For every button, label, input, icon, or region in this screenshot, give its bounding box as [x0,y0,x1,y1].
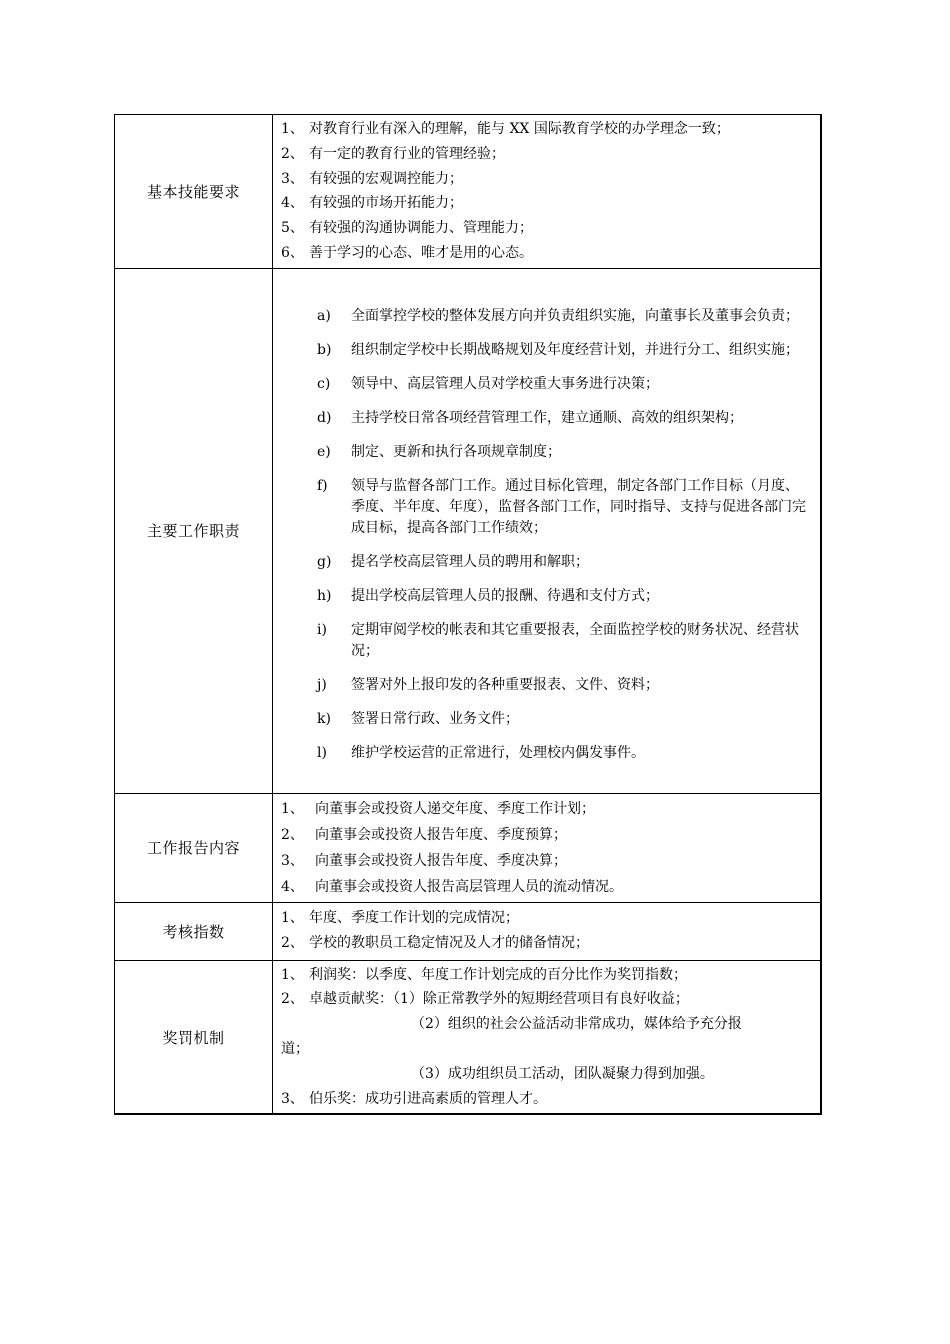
item-letter: a) [317,307,331,324]
item-letter: g) [317,553,332,570]
item-text: 向董事会或投资人递交年度、季度工作计划； [315,800,595,817]
item-number: 3、 [281,170,304,187]
list-item [281,552,814,573]
item-text: 制定、更新和执行各项规章制度； [351,443,561,460]
item-text: 有较强的宏观调控能力； [309,170,463,187]
item-text: 全面掌控学校的整体发展方向并负责组织实施，向董事长及董事会负责； [351,307,799,324]
item-text: 定期审阅学校的帐表和其它重要报表，全面监控学校的财务状况、经营状况； [351,621,799,659]
item-text: 向董事会或投资人报告年度、季度预算； [315,826,567,843]
skill-item [281,241,814,266]
reward-item [281,1087,814,1112]
item-number: 2、 [281,145,304,162]
report-item [281,822,814,848]
item-number: 1、 [281,800,304,817]
list-item [281,586,814,607]
item-text: 主持学校日常各项经营管理工作，建立通顺、高效的组织架构； [351,409,743,426]
item-number: 4、 [281,878,304,895]
item-text: 领导中、高层管理人员对学校重大事务进行决策； [351,375,659,392]
reward-subitem: （2）组织的社会公益活动非常成功，媒体给予充分报 [411,1015,742,1032]
item-letter: c) [317,375,331,392]
label-rewards: 奖罚机制 [115,960,273,1114]
list-item [281,743,814,764]
list-item [281,442,814,463]
item-number: 2、 [281,826,304,843]
list-item [281,675,814,696]
reward-item [281,987,814,1012]
reward-subitem: （3）成功组织员工活动，团队凝聚力得到加强。 [411,1065,714,1082]
item-letter: f) [317,477,328,494]
item-text: 向董事会或投资人报告年度、季度决算； [315,852,567,869]
item-number: 3、 [281,1090,304,1107]
reward-subitem-wrap: 道； [281,1040,309,1057]
duty-list [281,292,814,770]
item-text: 卓越贡献奖：（1）除正常教学外的短期经营项目有良好收益； [309,991,689,1008]
item-letter: i) [317,621,327,638]
item-text: 伯乐奖：成功引进高素质的管理人才。 [309,1090,547,1107]
item-number: 3、 [281,852,304,869]
assessment-item [281,906,814,931]
item-number: 2、 [281,935,304,952]
item-text: 有较强的市场开拓能力； [309,195,463,212]
job-description-table [114,114,822,1115]
report-item [281,796,814,822]
row-report [115,793,822,902]
assessment-content [273,902,822,960]
row-assessment [115,902,822,960]
item-number: 2、 [281,991,304,1008]
label-skills: 基本技能要求 [115,115,273,269]
item-text: 学校的教职员工稳定情况及人才的储备情况； [309,935,589,952]
item-text: 向董事会或投资人报告高层管理人员的流动情况。 [315,878,623,895]
list-item [281,476,814,539]
duties-content [273,268,822,793]
reward-item [281,963,814,988]
item-letter: d) [317,409,332,426]
item-letter: h) [317,587,332,604]
item-text: 提出学校高层管理人员的报酬、待遇和支付方式； [351,587,659,604]
skill-item [281,167,814,192]
item-text: 有较强的沟通协调能力、管理能力； [309,220,533,237]
item-text: 签署日常行政、业务文件； [351,710,519,727]
item-text: 有一定的教育行业的管理经验； [309,145,505,162]
rewards-content [273,960,822,1114]
item-text: 签署对外上报印发的各种重要报表、文件、资料； [351,676,659,693]
item-text: 组织制定学校中长期战略规划及年度经营计划，并进行分工、组织实施； [351,341,799,358]
item-letter: k) [317,710,331,727]
list-item [281,620,814,662]
item-text: 善于学习的心态、唯才是用的心态。 [309,244,533,261]
item-letter: l) [317,744,327,761]
item-letter: e) [317,443,331,460]
list-item [281,306,814,327]
label-report: 工作报告内容 [115,793,273,902]
list-item [281,408,814,429]
report-item [281,848,814,874]
skills-content [273,115,822,269]
item-text: 提名学校高层管理人员的聘用和解职； [351,553,589,570]
row-skills [115,115,822,269]
skill-item [281,216,814,241]
item-number: 5、 [281,220,304,237]
item-number: 1、 [281,910,304,927]
item-number: 1、 [281,121,304,137]
item-number: 4、 [281,195,304,212]
item-text: 领导与监督各部门工作。通过目标化管理，制定各部门工作目标（月度、季度、半年度、年度），监督各部门工作，同时指导、支持与促进各部门完成目标，提高各部门工作绩效； [351,477,806,536]
label-assessment: 考核指数 [115,902,273,960]
row-rewards [115,960,822,1114]
item-text: 维护学校运营的正常进行，处理校内偶发事件。 [351,744,645,761]
report-item [281,874,814,900]
list-item [281,374,814,395]
item-text: 对教育行业有深入的理解，能与 XX 国际教育学校的办学理念一致； [309,121,730,137]
item-text: 利润奖：以季度、年度工作计划完成的百分比作为奖罚指数； [309,966,687,983]
skill-item [281,142,814,167]
list-item [281,709,814,730]
item-text: 年度、季度工作计划的完成情况； [309,910,519,927]
skill-item [281,117,814,142]
row-duties [115,268,822,793]
label-duties: 主要工作职责 [115,268,273,793]
item-letter: b) [317,341,332,358]
item-number: 1、 [281,966,304,983]
list-item [281,340,814,361]
report-content [273,793,822,902]
item-number: 6、 [281,244,304,261]
skill-item [281,191,814,216]
item-letter: j) [317,676,327,693]
assessment-item [281,931,814,956]
